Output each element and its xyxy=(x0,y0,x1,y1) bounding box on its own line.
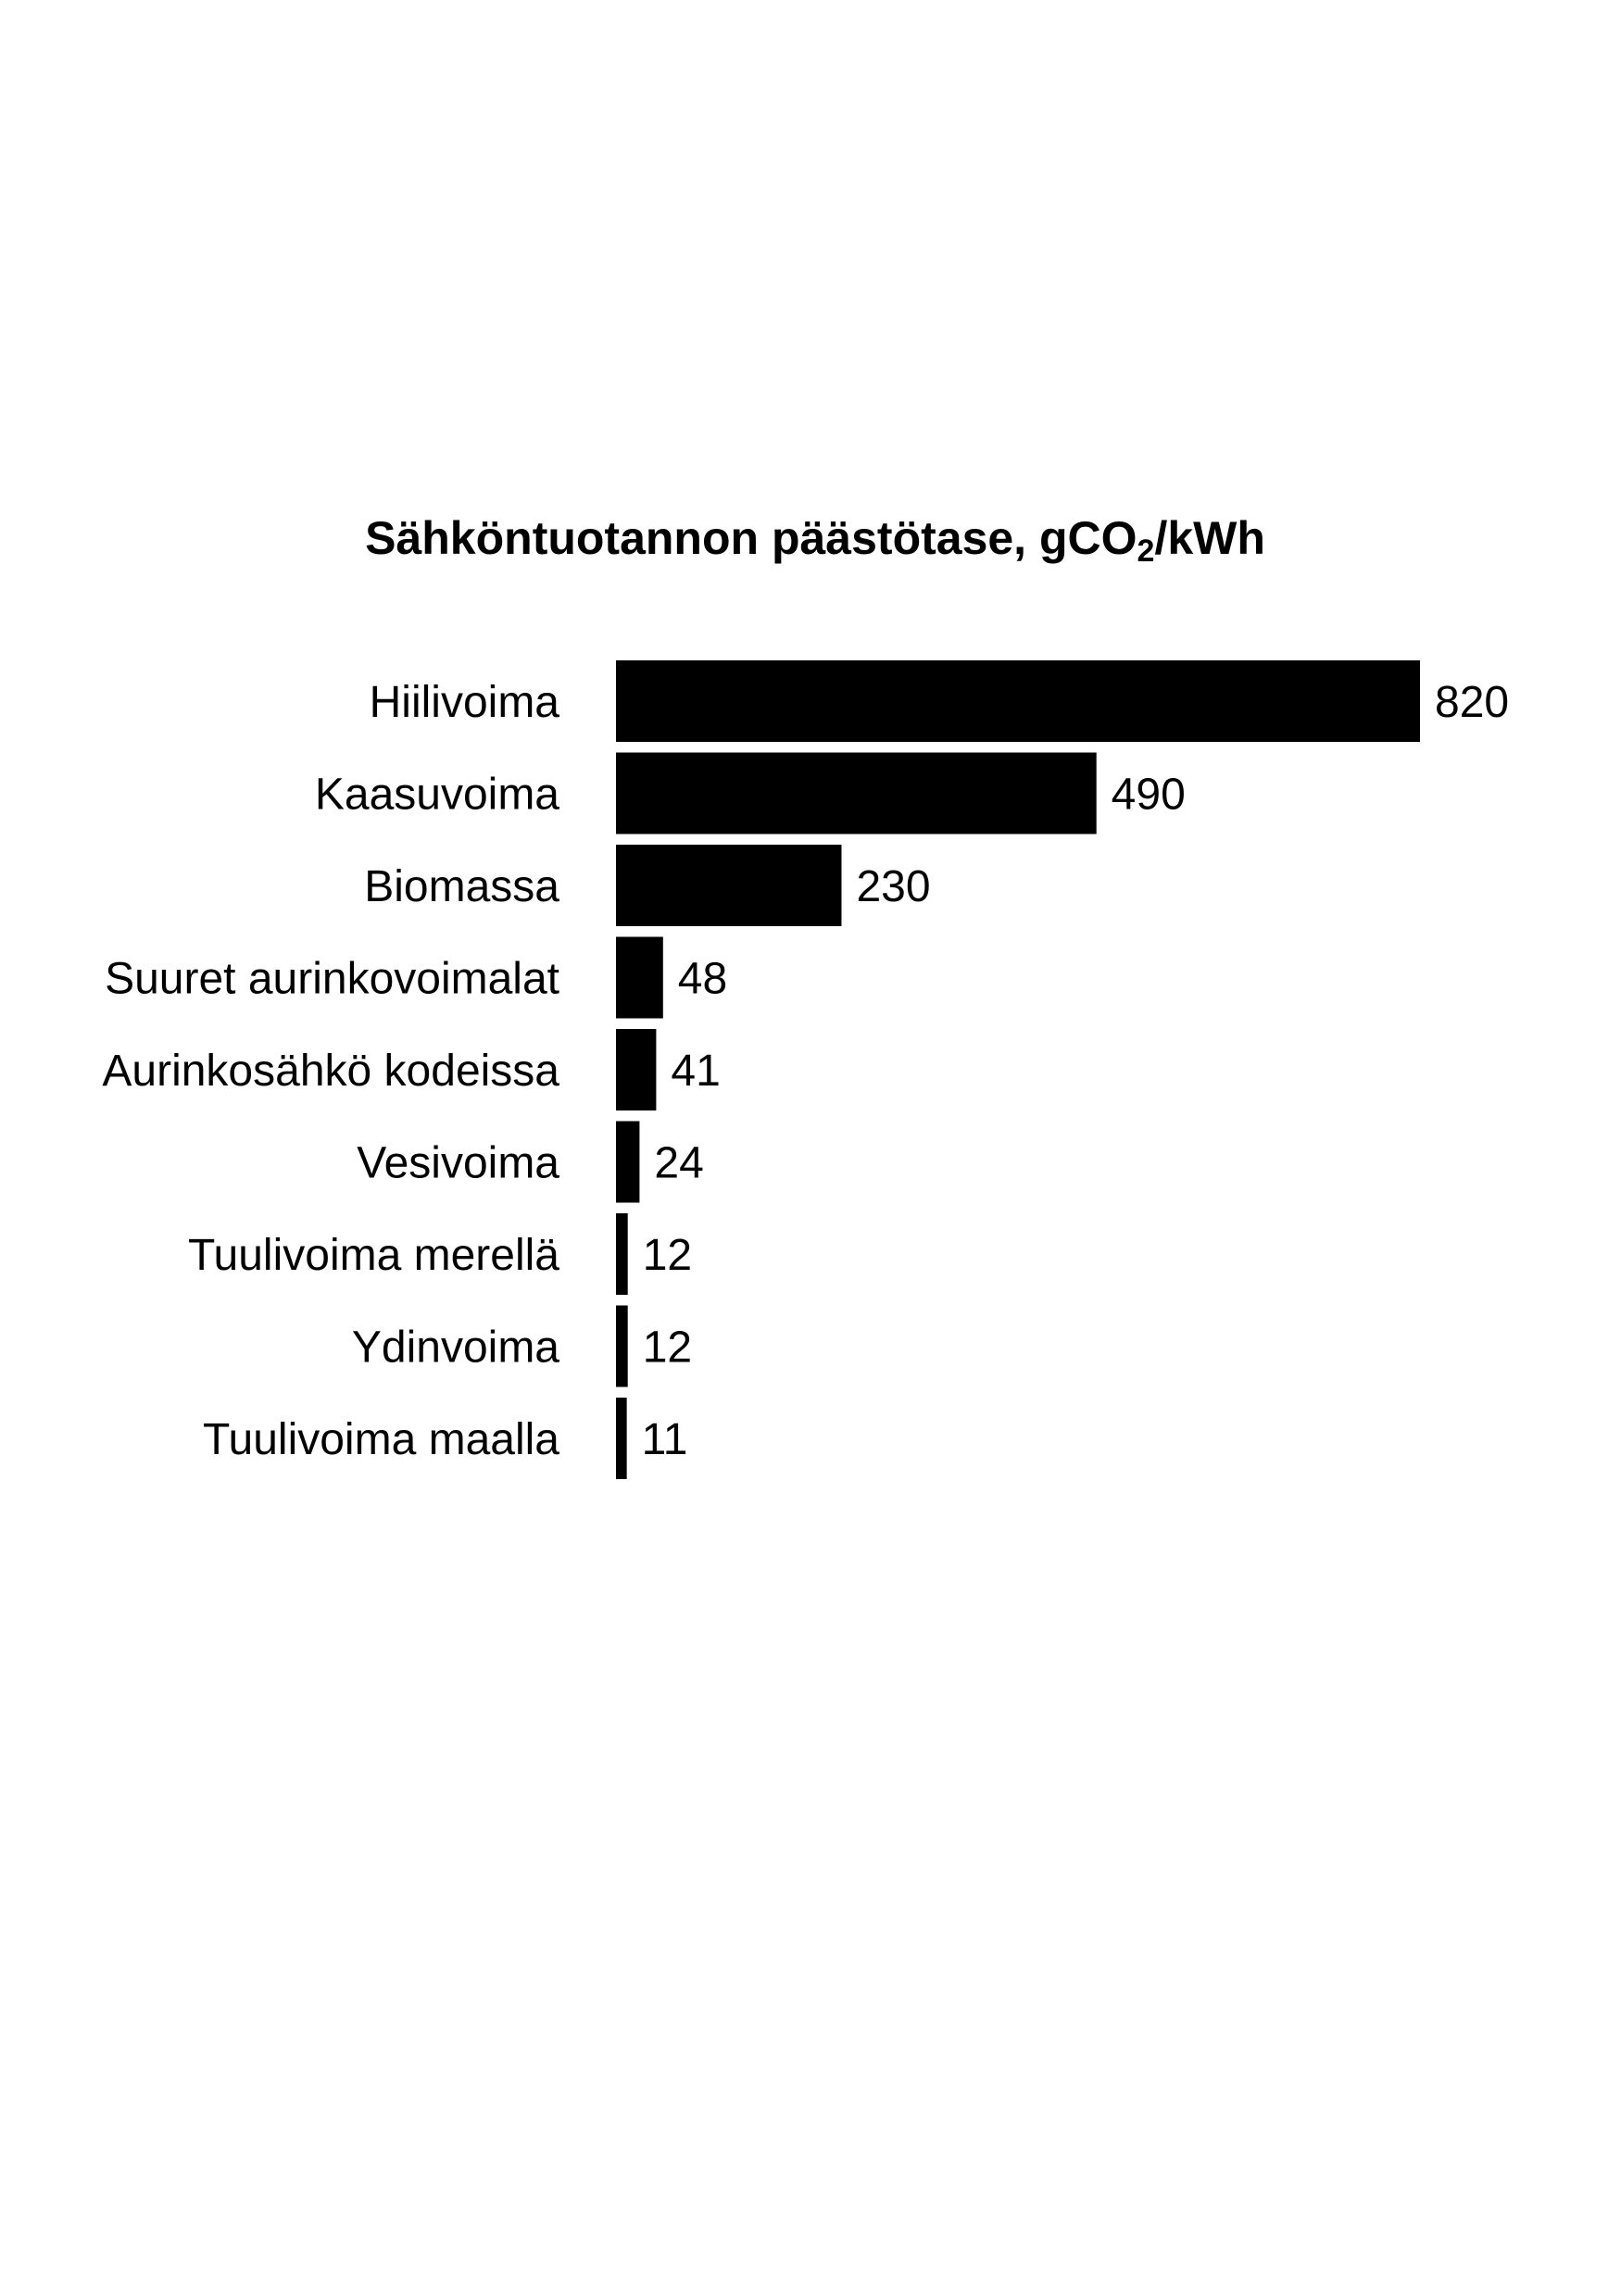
category-label-suuret-aurinkovoimalat: Suuret aurinkovoimalat xyxy=(105,954,559,1004)
value-label-ydinvoima: 12 xyxy=(642,1323,693,1373)
value-label-suuret-aurinkovoimalat: 48 xyxy=(677,954,728,1004)
bar-vesivoima xyxy=(616,1122,639,1203)
category-label-biomassa: Biomassa xyxy=(364,862,559,911)
bar-biomassa xyxy=(616,845,841,926)
value-label-kaasuvoima: 490 xyxy=(1111,770,1186,820)
bars-group xyxy=(102,660,1509,1479)
category-label-hiilivoima: Hiilivoima xyxy=(369,678,559,727)
chart-title-subscript: 2 xyxy=(1137,533,1155,569)
category-label-kaasuvoima: Kaasuvoima xyxy=(314,770,559,820)
chart-title-unit: /kWh xyxy=(1154,512,1265,564)
value-label-hiilivoima: 820 xyxy=(1435,678,1510,727)
category-label-ydinvoima: Ydinvoima xyxy=(351,1323,559,1373)
bar-kaasuvoima xyxy=(616,753,1097,834)
value-label-biomassa: 230 xyxy=(856,862,931,911)
category-label-vesivoima: Vesivoima xyxy=(357,1138,559,1188)
value-label-vesivoima: 24 xyxy=(654,1138,704,1188)
bar-tuulivoima-merella xyxy=(616,1213,628,1295)
chart-title-main: Sähköntuotannon päästötase, gCO xyxy=(365,512,1137,564)
bar-ydinvoima xyxy=(616,1306,628,1387)
bar-tuulivoima-maalla xyxy=(616,1398,627,1479)
value-label-tuulivoima-maalla: 11 xyxy=(641,1415,688,1464)
category-label-tuulivoima-maalla: Tuulivoima maalla xyxy=(202,1415,559,1464)
bar-suuret-aurinkovoimalat xyxy=(616,937,663,1019)
category-label-tuulivoima-merella: Tuulivoima merellä xyxy=(187,1231,559,1280)
bar-aurinkosahko-kodeissa xyxy=(616,1029,656,1110)
chart-title xyxy=(365,512,1265,569)
value-label-aurinkosahko-kodeissa: 41 xyxy=(671,1047,721,1096)
value-label-tuulivoima-merella: 12 xyxy=(642,1231,693,1280)
bar-hiilivoima xyxy=(616,660,1420,742)
category-label-aurinkosahko-kodeissa: Aurinkosähkö kodeissa xyxy=(102,1047,559,1096)
